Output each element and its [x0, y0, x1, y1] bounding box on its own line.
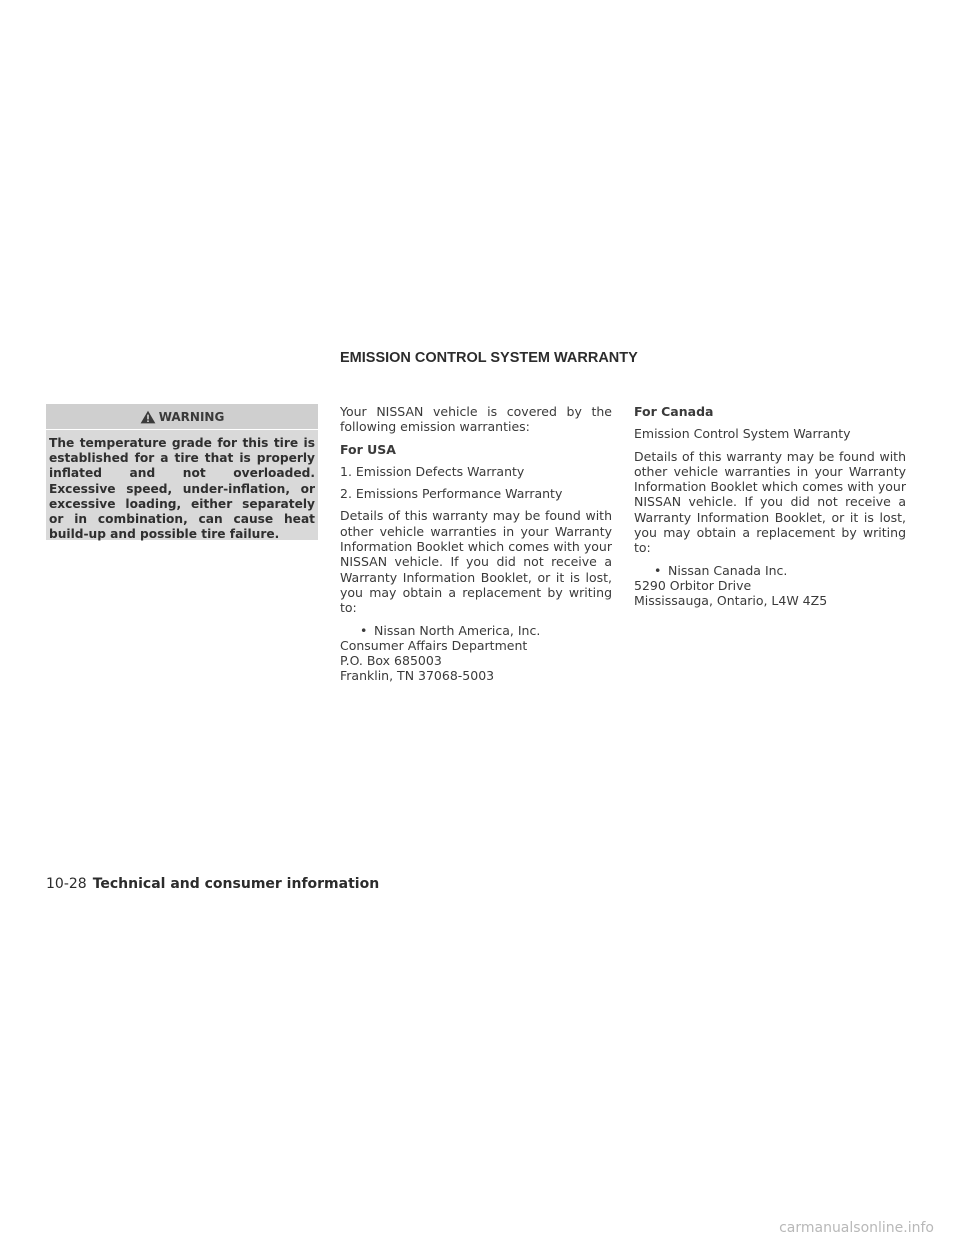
usa-address-block [360, 623, 612, 638]
warning-text: The temperature grade for this tire is established for a tire that is properly inflated and not overloaded. Excessive speed, under-inflation, or excessive loading, either separately or in combination, can cause heat build-up and possible tire failure. [49, 436, 315, 542]
column-middle [340, 404, 612, 684]
warning-box [46, 404, 318, 540]
warning-triangle-icon [140, 410, 156, 424]
canada-details-paragraph: Details of this warranty may be found with other vehicle warranties in your Warranty Information Booklet which comes with your NISSAN vehicle. If you did not receive a Warranty Information Booklet, or it is lost, you may obtain a replacement by writing to: [634, 448, 906, 556]
warning-header [46, 404, 318, 430]
usa-details-paragraph: Details of this warranty may be found with other vehicle warranties in your Warranty Information Booklet which comes with your NISSAN vehicle. If you did not receive a Warranty Information Booklet, or it is lost, you may obtain a replacement by writing to: [340, 508, 612, 616]
warning-label: WARNING [158, 409, 225, 424]
page-footer [46, 876, 546, 892]
canada-address-line-1: Nissan Canada Inc. [668, 562, 788, 578]
canada-address-line-3: Mississauga, Ontario, L4W 4Z5 [634, 593, 828, 609]
column-right [634, 404, 906, 609]
usa-address-line-1: Nissan North America, Inc. [374, 622, 541, 638]
usa-item-1: 1. Emission Defects Warranty [340, 463, 525, 479]
canada-address-line-2: 5290 Orbitor Drive [634, 577, 752, 593]
usa-item-2: 2. Emissions Performance Warranty [340, 486, 563, 502]
usa-address-line-3: P.O. Box 685003 [340, 653, 442, 669]
usa-address-line-2: Consumer Affairs Department [340, 637, 528, 653]
section-title: EMISSION CONTROL SYSTEM WARRANTY [340, 350, 638, 366]
bullet: • [654, 562, 662, 578]
usa-address-line-4: Franklin, TN 37068-5003 [340, 668, 495, 684]
canada-warranty-name: Emission Control System Warranty [634, 426, 851, 442]
bullet: • [360, 622, 368, 638]
page-number: 10-28 [46, 876, 87, 892]
watermark: carmanualsonline.info [779, 1220, 934, 1236]
canada-heading: For Canada [634, 404, 714, 419]
footer-section-title: Technical and consumer information [92, 876, 380, 892]
canada-address-block [654, 563, 906, 578]
intro-paragraph: Your NISSAN vehicle is covered by the following emission warranties: [340, 404, 612, 435]
usa-heading: For USA [340, 441, 396, 457]
